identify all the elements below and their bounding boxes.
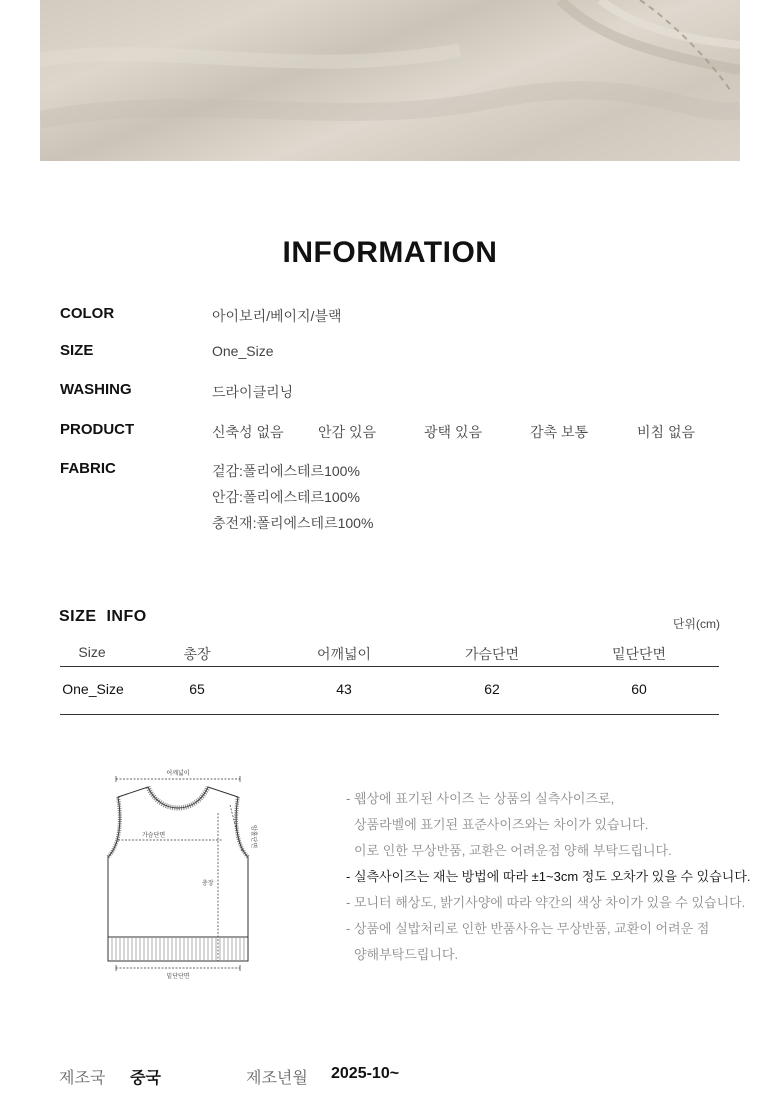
fabric-lining: 안감:폴리에스테르100% [212, 489, 360, 505]
fabric-label: FABRIC [60, 460, 116, 477]
note-line: 양해부탁드립니다. [354, 947, 459, 962]
cell-shoulder: 43 [336, 681, 352, 697]
info-row-product [60, 421, 740, 445]
product-texture: 감촉 보통 [530, 424, 588, 440]
label-armhole: 암홀단면 [250, 825, 257, 849]
product-lining: 안감 있음 [318, 424, 376, 440]
note-line-emphasis: - 실측사이즈는 재는 방법에 따라 ±1~3cm 정도 오차가 있을 수 있습니다. [346, 869, 751, 884]
label-hem: 밑단단면 [166, 973, 190, 980]
header-shoulder: 어깨넓이 [316, 646, 372, 662]
vest-measurement-diagram [100, 765, 260, 985]
info-row-washing [60, 381, 740, 405]
note-line: 이로 인한 무상반품, 교환은 어려운점 양해 부탁드립니다. [354, 843, 672, 858]
info-row-color [60, 305, 740, 329]
size-label: SIZE [60, 342, 94, 359]
label-chest: 가슴단면 [142, 832, 166, 839]
header-size: Size [78, 644, 106, 660]
note-line: - 상품에 실밥처리로 인한 반품사유는 무상반품, 교환이 어려운 점 [346, 921, 710, 936]
size-info-heading: SIZE INFO [59, 608, 147, 625]
header-chest: 가슴단면 [464, 646, 520, 662]
note-line: - 모니터 해상도, 밝기사양에 따라 약간의 색상 차이가 있을 수 있습니다. [346, 895, 746, 910]
header-length: 총장 [183, 646, 211, 662]
size-notes [346, 790, 751, 972]
note-line: - 웹상에 표기된 사이즈 는 상품의 실측사이즈로, [346, 791, 615, 806]
color-label: COLOR [60, 305, 115, 322]
color-value: 아이보리/베이지/블랙 [212, 308, 342, 324]
product-sheerness: 비침 없음 [637, 424, 695, 440]
page-title: INFORMATION [282, 236, 498, 269]
washing-value: 드라이클리닝 [212, 384, 294, 400]
product-label: PRODUCT [60, 421, 135, 438]
fabric-texture [40, 0, 740, 161]
label-shoulder: 어깨넓이 [166, 770, 190, 777]
origin-label: 제조국 [59, 1070, 106, 1087]
product-stretch: 신축성 없음 [212, 424, 284, 440]
table-row [60, 667, 719, 715]
size-table-header [60, 640, 719, 667]
cell-size: One_Size [62, 681, 124, 697]
size-table [60, 640, 719, 715]
label-length: 총장 [202, 880, 214, 887]
cell-chest: 62 [484, 681, 500, 697]
header-hem: 밑단단면 [611, 646, 667, 662]
fabric-filling: 충전재:폴리에스테르100% [212, 515, 374, 531]
origin-value: 중국 [130, 1070, 161, 1087]
product-gloss: 광택 있음 [424, 424, 482, 440]
size-value: One_Size [212, 343, 274, 359]
washing-label: WASHING [60, 381, 132, 398]
vest-sketch [100, 765, 260, 985]
info-row-size [60, 342, 740, 366]
fabric-outer: 겉감:폴리에스테르100% [212, 463, 360, 479]
info-row-fabric [60, 460, 740, 540]
manufacture-date-label: 제조년월 [246, 1070, 308, 1087]
cell-hem: 60 [631, 681, 647, 697]
manufacture-date-value: 2025-10~ [331, 1065, 400, 1082]
note-line: 상품라벨에 표기된 표준사이즈와는 차이가 있습니다. [354, 817, 649, 832]
size-unit-label: 단위(cm) [672, 617, 720, 631]
cell-length: 65 [189, 681, 205, 697]
fabric-closeup-photo [40, 0, 740, 161]
